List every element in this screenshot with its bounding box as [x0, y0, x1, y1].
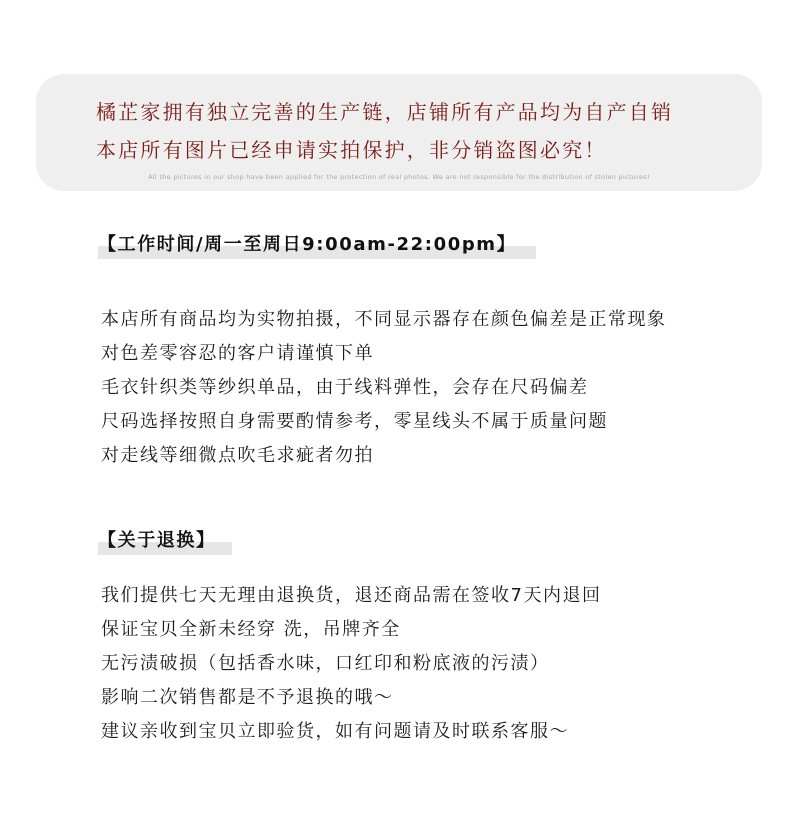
returns-notes-list [101, 579, 601, 749]
list-item: 尺码选择按照自身需要酌情参考，零星线头不属于质量问题 [101, 411, 608, 432]
list-item: 对色差零容忍的客户请谨慎下单 [101, 343, 374, 364]
list-item: 无污渍破损（包括香水味，口红印和粉底液的污渍） [101, 653, 550, 674]
product-notes-list [101, 303, 667, 473]
returns-heading-text: 【关于退换】 [98, 530, 216, 551]
list-item: 毛衣针织类等纱织单品，由于线料弹性，会存在尺码偏差 [101, 377, 589, 398]
list-item: 对走线等细微点吹毛求疵者勿拍 [101, 445, 374, 466]
list-item: 影响二次销售都是不予退换的哦～ [101, 687, 394, 708]
list-item: 保证宝贝全新未经穿 洗，吊牌齐全 [101, 619, 401, 640]
returns-heading [98, 530, 216, 552]
notice-banner [36, 74, 762, 191]
working-hours-heading-text: 【工作时间/周一至周日9:00am-22:00pm】 [98, 234, 517, 255]
banner-copyright-note: All the pictures in our shop have been applied for the protection of real photos. We are not responsible for the distribution of stolen pictures! [148, 173, 650, 181]
list-item: 我们提供七天无理由退换货，退还商品需在签收7天内退回 [101, 585, 602, 606]
list-item: 建议亲收到宝贝立即验货，如有问题请及时联系客服～ [101, 721, 569, 742]
banner-line-1: 橘芷家拥有独立完善的生产链，店铺所有产品均为自产自销 [96, 100, 674, 124]
list-item: 本店所有商品均为实物拍摄，不同显示器存在颜色偏差是正常现象 [101, 309, 667, 330]
working-hours-heading [98, 234, 516, 256]
banner-line-2: 本店所有图片已经申请实拍保护，非分销盗图必究！ [96, 138, 607, 162]
